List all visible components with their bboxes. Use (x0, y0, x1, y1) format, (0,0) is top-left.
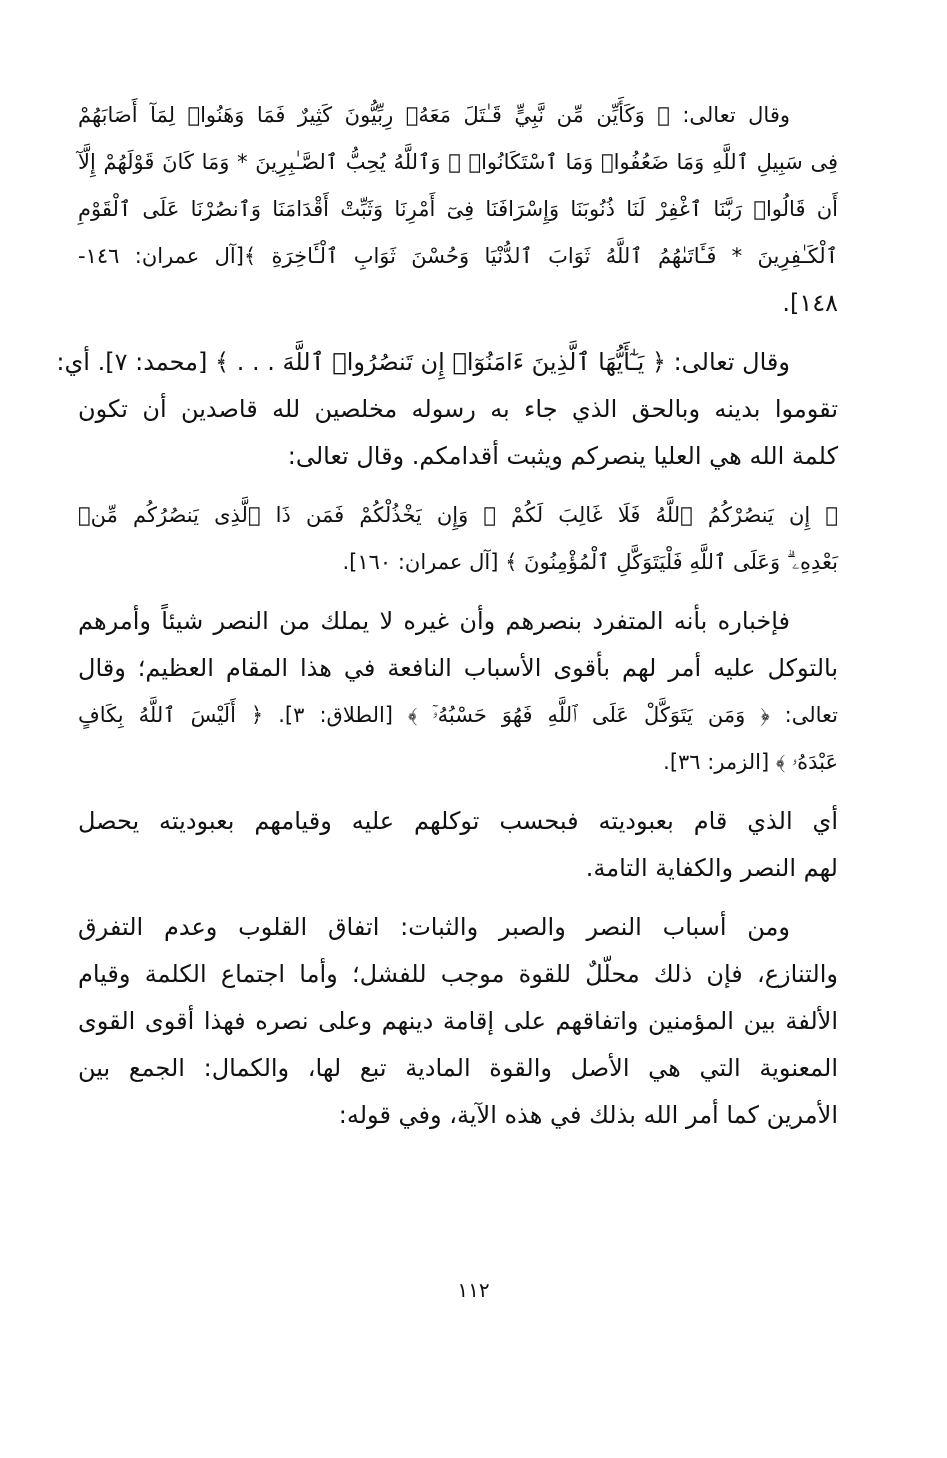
text-line: الألفة بين المؤمنين واتفاقهم على إقامة دينهم وعلى نصره فهذا أقوى القوى (78, 1007, 838, 1035)
paragraph-3 (78, 492, 838, 586)
text-line: وقال تعالى: ﴿ يَـٰٓأَيُّهَا ٱلَّذِينَ ءَامَنُوٓا۟ إِن تَنصُرُوا۟ ٱللَّهَ . . . ﴾ [محمد: ٧]. أي: (56, 348, 790, 376)
page-body (56, 92, 838, 1151)
paragraph-6 (78, 904, 838, 1139)
text-line: بالتوكل عليه أمر لهم بأقوى الأسباب النافعة في هذا المقام العظيم؛ وقال (78, 654, 838, 682)
text-line: الأمرين كما أمر الله بذلك في هذه الآية، وفي قوله: (338, 1101, 838, 1129)
paragraph-5 (78, 798, 838, 892)
text-line: تعالى: ﴿ وَمَن يَتَوَكَّلْ عَلَى ٱللَّهِ فَهُوَ حَسْبُهُۥٓ ﴾ [الطلاق: ٣]. ﴿ أَلَيْسَ ٱللَّهُ بِكَافٍ (78, 703, 838, 727)
text-line: لهم النصر والكفاية التامة. (585, 854, 838, 882)
text-line: ومن أسباب النصر والصبر والثبات: اتفاق القلوب وعدم التفرق (78, 913, 790, 941)
text-line: بَعْدِهِۦ ۗ وَعَلَى ٱللَّهِ فَلْيَتَوَكَّلِ ٱلْمُؤْمِنُونَ ﴾ [آل عمران: ١٦٠]. (342, 550, 838, 574)
paragraph-1 (78, 92, 838, 327)
text-line: أَن قَالُوا۟ رَبَّنَا ٱغْفِرْ لَنَا ذُنُوبَنَا وَإِسْرَافَنَا فِىٓ أَمْرِنَا وَثَبِّتْ أَقْدَامَنَا وَٱنصُرْنَا عَلَى ٱلْقَوْمِ (78, 197, 838, 221)
text-line: تقوموا بدينه وبالحق الذي جاء به رسوله مخلصين لله قاصدين أن تكون (78, 395, 838, 423)
text-line: وقال تعالى: ﴿ وَكَأَيِّن مِّن نَّبِيٍّ قَـٰتَلَ مَعَهُۥ رِبِّيُّونَ كَثِيرٌ فَمَا وَهَنُوا۟ لِمَآ أَصَابَهُمْ (78, 103, 790, 127)
text-line: فِى سَبِيلِ ٱللَّهِ وَمَا ضَعُفُوا۟ وَمَا ٱسْتَكَانُوا۟ ۗ وَٱللَّهُ يُحِبُّ ٱلصَّـٰبِرِينَ * وَمَا كَانَ قَوْلَهُمْ إِلَّآ (78, 150, 838, 174)
page-number: ١١٢ (457, 1278, 490, 1302)
text-line: كلمة الله هي العليا ينصركم ويثبت أقدامكم. وقال تعالى: (287, 442, 838, 470)
text-line: المعنوية التي هي الأصل والقوة المادية تبع لها، والكمال: الجمع بين (78, 1054, 838, 1082)
text-line: والتنازع، فإن ذلك محلّلٌ للقوة موجب للفشل؛ وأما اجتماع الكلمة وقيام (78, 960, 838, 988)
paragraph-4 (78, 598, 838, 786)
text-line: عَبْدَهُۥ ﴾ [الزمر: ٣٦]. (663, 750, 838, 774)
text-line: ٱلْكَـٰفِرِينَ * فَـَٔاتَىٰهُمُ ٱللَّهُ ثَوَابَ ٱلدُّنْيَا وَحُسْنَ ثَوَابِ ٱلْـَٔاخِرَةِ ﴾[آل عمران: ١٤٦- (78, 244, 838, 268)
text-line: أي الذي قام بعبوديته فبحسب توكلهم عليه وقيامهم بعبوديته يحصل (78, 807, 838, 835)
text-line: ١٤٨]. (782, 289, 838, 317)
text-line: فإخباره بأنه المتفرد بنصرهم وأن غيره لا يملك من النصر شيئاً وأمرهم (78, 607, 790, 635)
text-line: ﴿ إِن يَنصُرْكُمُ ٱللَّهُ فَلَا غَالِبَ لَكُمْ ۖ وَإِن يَخْذُلْكُمْ فَمَن ذَا ٱلَّذِى يَنصُرُكُم مِّنۢ (78, 503, 838, 527)
paragraph-2 (56, 339, 838, 480)
